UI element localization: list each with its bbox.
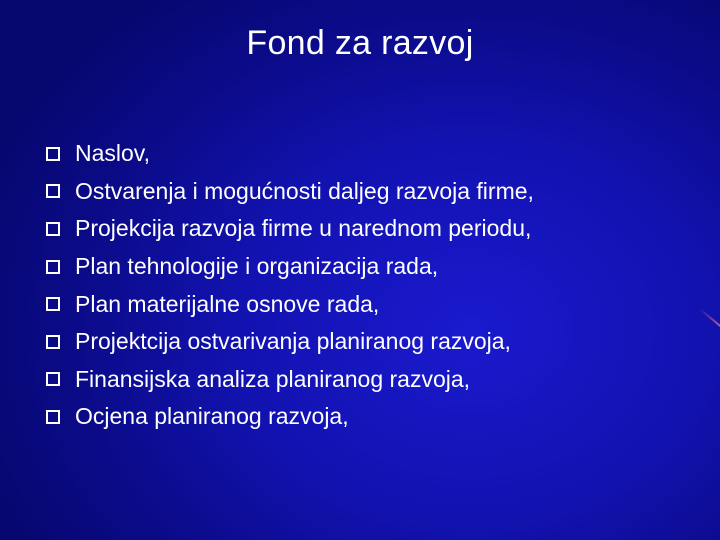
hollow-square-bullet-icon [46,410,60,424]
bullet-text: Ocjena planiranog razvoja, [75,403,349,430]
hollow-square-bullet-icon [46,147,60,161]
hollow-square-bullet-icon [46,335,60,349]
list-item [46,361,534,399]
list-item [46,135,534,173]
list-item [46,173,534,211]
list-item [46,398,534,436]
list-item [46,248,534,286]
hollow-square-bullet-icon [46,297,60,311]
bullet-text: Naslov, [75,140,150,167]
hollow-square-bullet-icon [46,222,60,236]
bullet-text: Plan materijalne osnove rada, [75,290,380,317]
decorative-streak [700,308,720,331]
slide-title: Fond za razvoj [246,24,474,62]
list-item [46,323,534,361]
hollow-square-bullet-icon [46,184,60,198]
hollow-square-bullet-icon [46,260,60,274]
bullet-text: Projekcija razvoja firme u narednom periodu, [75,215,532,242]
bullet-list [46,135,534,436]
bullet-text: Ostvarenja i mogućnosti daljeg razvoja firme, [75,177,534,204]
list-item [46,285,534,323]
list-item [46,210,534,248]
bullet-text: Plan tehnologije i organizacija rada, [75,253,439,280]
bullet-text: Finansijska analiza planiranog razvoja, [75,365,471,392]
bullet-text: Projektcija ostvarivanja planiranog razvoja, [75,328,511,355]
hollow-square-bullet-icon [46,372,60,386]
